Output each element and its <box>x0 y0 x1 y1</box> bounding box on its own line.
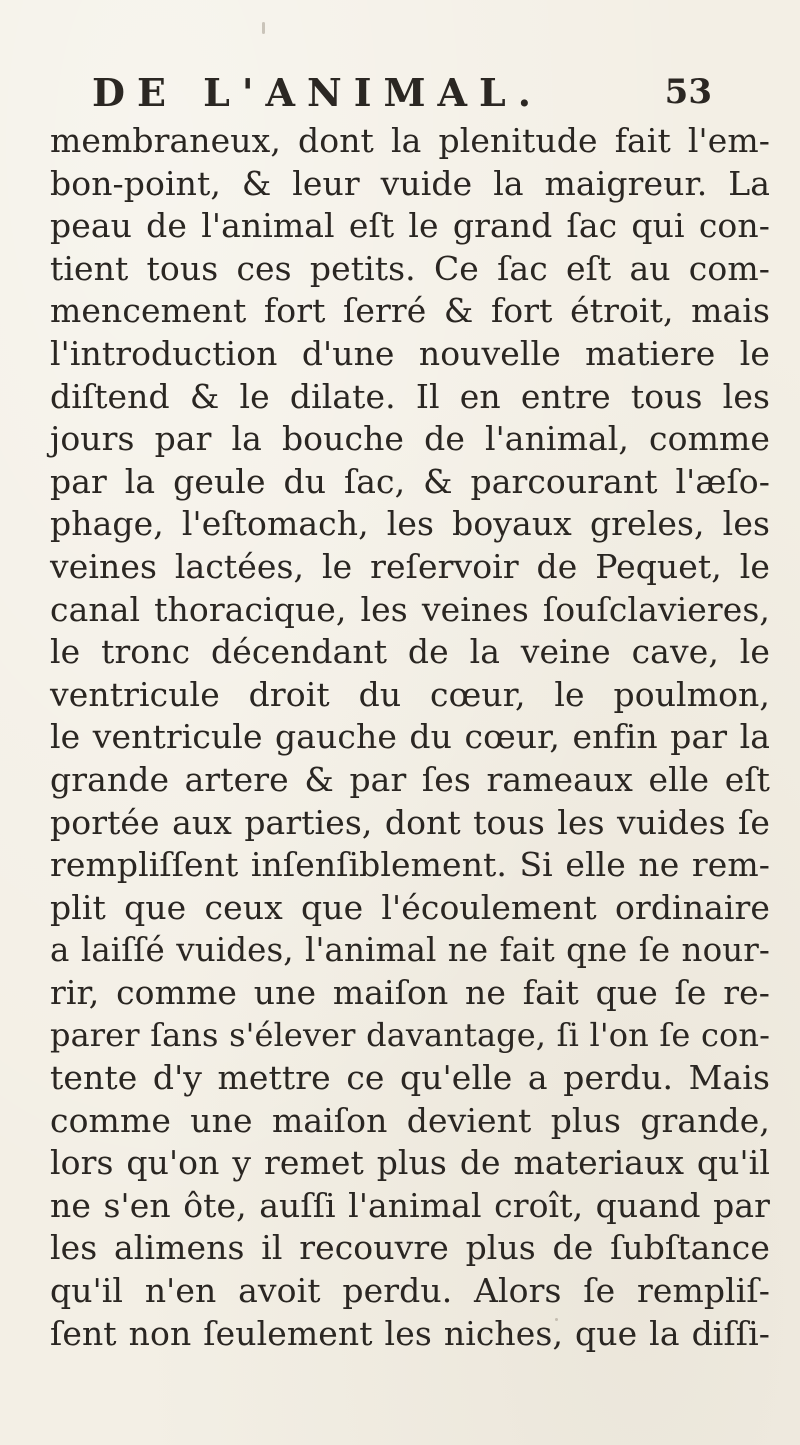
text-line-7: diſtend & le dilate. Il en entre tous les <box>50 376 770 416</box>
text-line-24: comme une maiſon devient plus grande, <box>50 1100 770 1140</box>
text-line-12: canal thoracique, les veines ſouſclavieres, <box>50 589 770 629</box>
text-line-22: parer ſans s'élever davantage, ſi l'on ſe con- <box>50 1016 770 1055</box>
text-line-5: mencement fort ſerré & fort étroit, mais <box>50 291 770 331</box>
text-line-8: jours par la bouche de l'animal, comme <box>50 419 770 459</box>
text-line-19: plit que ceux que l'écoulement ordinaire <box>50 887 770 927</box>
running-title: DE L'ANIMAL. <box>92 70 543 115</box>
text-line-14: ventricule droit du cœur, le poulmon, <box>50 674 770 714</box>
text-line-11: veines lactées, le reſervoir de Pequet, le <box>50 546 770 586</box>
paper-speck <box>486 1258 488 1260</box>
running-head <box>92 70 712 118</box>
text-line-25: lors qu'on y remet plus de materiaux qu'il <box>50 1143 770 1183</box>
text-line-21: rir, comme une maiſon ne fait que ſe re- <box>50 972 770 1012</box>
text-line-1: membraneux, dont la plenitude fait l'em- <box>50 121 770 160</box>
text-line-29: ſent non ſeulement les niches, que la diſſi- <box>50 1313 770 1353</box>
text-line-4: tient tous ces petits. Ce ſac eſt au com- <box>50 248 770 288</box>
text-line-3: peau de l'animal eſt le grand ſac qui con- <box>50 206 770 246</box>
text-line-15: le ventricule gauche du cœur, enfin par la <box>50 717 770 757</box>
text-line-20: a laiſſé vuides, l'animal ne fait qne ſe nour- <box>50 931 770 970</box>
text-line-13: le tronc décendant de la veine cave, le <box>50 632 770 672</box>
text-line-27: les alimens il recouvre plus de ſubſtance <box>50 1228 770 1268</box>
text-line-17: portée aux parties, dont tous les vuides ſe <box>50 802 770 842</box>
paper-speck <box>262 22 265 34</box>
text-line-23: tente d'y mettre ce qu'elle a perdu. Mais <box>50 1058 770 1098</box>
text-line-28: qu'il n'en avoit perdu. Alors ſe rempliſ- <box>50 1271 770 1311</box>
paper-speck <box>555 1318 558 1321</box>
text-line-18: rempliſſent inſenſiblement. Si elle ne rem- <box>50 845 770 885</box>
text-line-16: grande artere & par ſes rameaux elle eſt <box>50 759 770 799</box>
page-number: 53 <box>664 72 712 112</box>
text-line-9: par la geule du ſac, & parcourant l'æſo- <box>50 461 770 501</box>
text-line-10: phage, l'eſtomach, les boyaux greles, les <box>50 504 770 544</box>
text-line-2: bon-point, & leur vuide la maigreur. La <box>50 163 770 203</box>
body-text <box>50 120 770 1355</box>
text-line-6: l'introduction d'une nouvelle matiere le <box>50 333 770 373</box>
text-line-26: ne s'en ôte, auſſi l'animal croît, quand par <box>50 1185 770 1225</box>
